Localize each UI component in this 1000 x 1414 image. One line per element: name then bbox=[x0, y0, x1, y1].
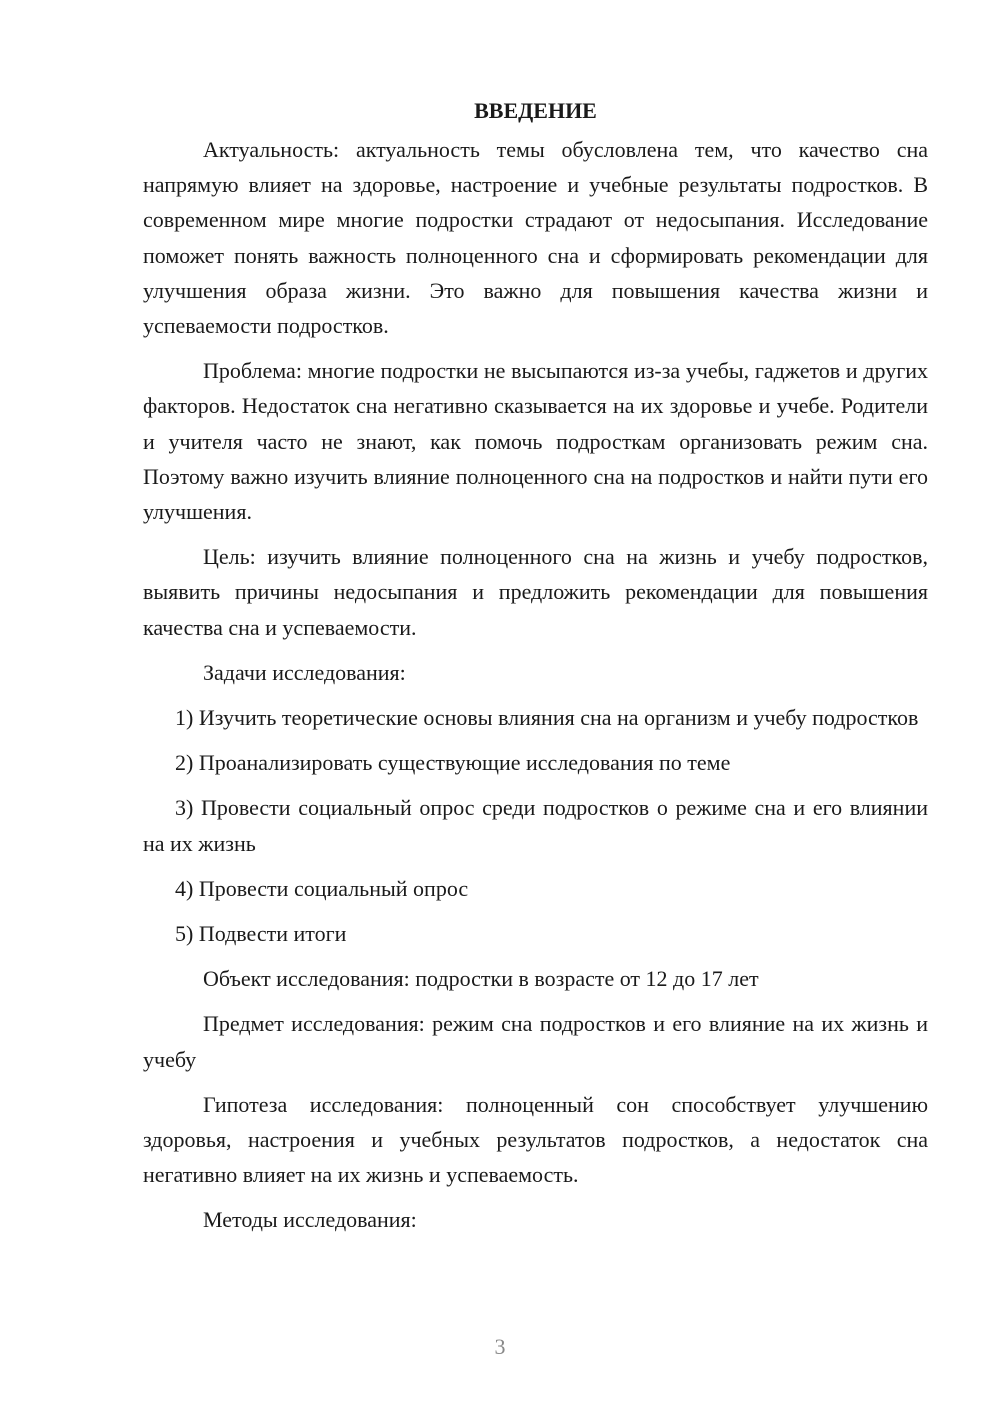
paragraph-subject: Предмет исследования: режим сна подростков и его влияние на их жизнь и учебу bbox=[143, 1011, 928, 1072]
task-item-4: 4) Провести социальный опрос bbox=[175, 875, 469, 901]
task-item-1: 1) Изучить теоретические основы влияния сна на организм и учебу подростков bbox=[175, 705, 919, 731]
section-heading: ВВЕДЕНИЕ bbox=[474, 98, 597, 123]
task-item-5: 5) Подвести итоги bbox=[175, 921, 347, 947]
paragraph-goal: Цель: изучить влияние полноценного сна на жизнь и учебу подростков, выявить причины недосыпания и предложить рекомендации для повышения качества сна и успеваемости. bbox=[143, 544, 928, 640]
paragraph-methods: Методы исследования: bbox=[203, 1207, 417, 1233]
paragraph-object: Объект исследования: подростки в возрасте от 12 до 17 лет bbox=[203, 966, 759, 992]
page-number: 3 bbox=[494, 1334, 506, 1359]
document-body bbox=[143, 96, 928, 1238]
paragraph-tasks-intro: Задачи исследования: bbox=[203, 659, 406, 685]
paragraph-hypothesis: Гипотеза исследования: полноценный сон способствует улучшению здоровья, настроения и учебных результатов подростков, а недостаток сна негативно влияет на их жизнь и успеваемость. bbox=[143, 1091, 928, 1188]
paragraph-problem: Проблема: многие подростки не высыпаются из-за учебы, гаджетов и других факторов. Недостаток сна негативно сказывается на их здоровье и учебе. Родители и учителя часто не знают, как помочь подросткам организовать режим сна. Поэтому важно изучить влияние полноценного сна на подростков и найти пути его улучшения. bbox=[143, 358, 928, 525]
paragraph-relevance: Актуальность: актуальность темы обусловлена тем, что качество сна напрямую влияет на здоровье, настроение и учебные результаты подростков. В современном мире многие подростки страдают от недосыпания. Исследование поможет понять важность полноценного сна и сформировать рекомендации для улучшения образа жизни. Это важно для повышения качества жизни и успеваемости подростков. bbox=[143, 137, 928, 339]
task-item-2: 2) Проанализировать существующие исследования по теме bbox=[175, 750, 731, 776]
task-item-3: 3) Провести социальный опрос среди подростков о режиме сна и его влиянии на их жизнь bbox=[143, 795, 928, 856]
